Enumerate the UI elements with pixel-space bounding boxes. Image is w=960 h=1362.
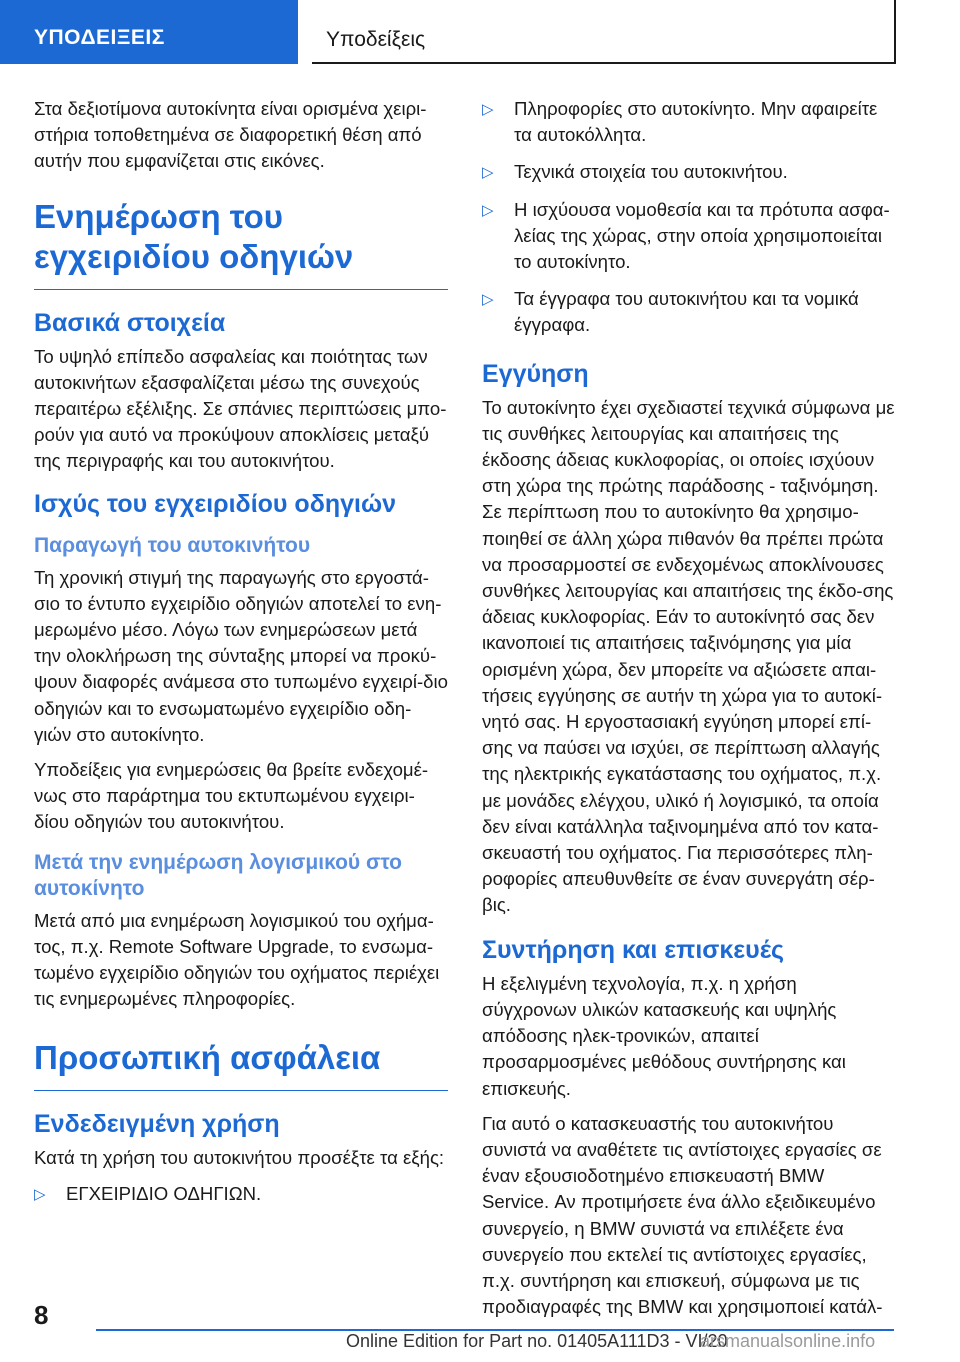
basics-paragraph: Το υψηλό επίπεδο ασφαλείας και ποιότητας των αυτοκινήτων εξασφαλίζεται μέσω της συνεχούς περαιτέρω εξέλιξης. Σε σπάνιες περιπτώσεις μπο-ρούν για αυτό να προκύψουν αποκλίσεις μεταξύ της περιγραφής και του αυτοκινήτου. bbox=[34, 345, 447, 472]
triangle-bullet-icon: ▷ bbox=[34, 1185, 46, 1203]
triangle-bullet-icon: ▷ bbox=[482, 101, 494, 118]
appendix-paragraph: Υποδείξεις για ενημερώσεις θα βρείτε ενδεχομέ-νως στο παράρτημα του εκτυπωμένου εγχειρι-δίου οδηγιών του αυτοκινήτου. bbox=[34, 759, 429, 833]
list-item-text: Τεχνικά στοιχεία του αυτοκινήτου. bbox=[514, 161, 788, 183]
heading-validity: Ισχύς του εγχειριδίου οδηγιών bbox=[34, 489, 396, 518]
production-paragraph: Τη χρονική στιγμή της παραγωγής στο εργοστά-σιο το έντυπο εγχειρίδιο οδηγιών αποτελεί το ενη-μερωμένο μέσο. Λόγω των ενημερώσεων μετά την ολοκλήρωση της σύνταξης μπορεί να προκύ-ψουν διαφορές ανάμεσα στο τυπωμένο εγχειρί-διο οδηγιών και το ενσωματωμένο εγχειρίδιο οδη-γιών στο αυτοκίνητο. bbox=[34, 566, 448, 745]
list-item bbox=[482, 96, 896, 148]
intended-use-list bbox=[34, 1181, 448, 1207]
triangle-bullet-icon: ▷ bbox=[482, 164, 494, 182]
list-item-text: Η ισχύουσα νομοθεσία και τα πρότυπα ασφα-λείας της χώρας, στην οποία χρησιμοποιείται το αυτοκίνητο. bbox=[514, 198, 890, 273]
heading-warranty: Εγγύηση bbox=[482, 359, 589, 388]
warranty-paragraph: Το αυτοκίνητο έχει σχεδιαστεί τεχνικά σύμφωνα με τις συνθήκες λειτουργίας και απαιτήσεις της έκδοσης άδειας κυκλοφορίας, οι οποίες ισχύουν στη χώρα της πρώτης παράδοσης - ταξινόμηση. Σε περίπτωση που το αυτοκίνητο θα χρησιμο-ποιηθεί σε άλλη χώρα πιθανόν θα πρέπει πρώτα να προσαρμοστεί σε ενδεχομένως αποκλίνουσες συνθήκες λειτουργίας και απαιτήσεις της έκδο-σης άδειας κυκλοφορίας. Εάν το αυτοκίνητό σας δεν ικανοποιεί τις απαιτήσεις ταξινόμησης για μία ορισμένη χώρα, δεν μπορείτε να αξιώσετε απαι-τήσεις εγγύησης σε αυτήν τη χώρα για το αυτοκί-νητό σας. Η εργοστασιακή εγγύηση μπορεί επί-σης να παύσει να ισχύει, σε περίπτωση αλλαγής της ηλεκτρικής εγκατάστασης του οχήματος, π.χ. με μονάδες ελέγχου, υλικό ή λογισμικό, τα οποία δεν είναι κατάλληλα ταξινομημένα από τον κατα-σκευαστή του οχήματος. Για περισσότερες πλη-ροφορίες απευθυνθείτε σε έναν συνεργάτη σέρ-βις. bbox=[482, 396, 895, 916]
footer-edition: Online Edition for Part no. 01405A111D3 - VI/20 bbox=[346, 1331, 728, 1351]
list-item bbox=[482, 286, 896, 338]
intended-use-list-continued bbox=[482, 96, 896, 339]
heading-software-update: Μετά την ενημέρωση λογισμικού στο αυτοκίνητο bbox=[34, 850, 402, 900]
list-item bbox=[34, 1181, 448, 1207]
intro-paragraph: Στα δεξιοτίμονα αυτοκίνητα είναι ορισμένα χειρι-στήρια τοποθετημένα σε διαφορετική θέση από αυτήν που εμφανίζεται στις εικόνες. bbox=[34, 98, 427, 172]
intended-use-paragraph: Κατά τη χρήση του αυτοκινήτου προσέξτε τα εξής: bbox=[34, 1147, 445, 1169]
list-item-text: Τα έγγραφα του αυτοκινήτου και τα νομικά έγγραφα. bbox=[514, 288, 859, 336]
heading-update-block bbox=[34, 197, 448, 290]
list-item-text: ΕΓΧΕΙΡΙΔΙΟ ΟΔΗΓΙΩΝ. bbox=[66, 1182, 262, 1204]
watermark: arsmanualsonline.info bbox=[700, 1331, 876, 1351]
software-paragraph: Μετά από μια ενημέρωση λογισμικού του οχήμα-τος, π.χ. Remote Software Upgrade, το ενσωμα-τωμένο εγχειρίδιο οδηγιών του οχήματος περιέχει τις ενημερωμένες πληροφορίες. bbox=[34, 909, 440, 1010]
page-header-title: Υποδείξεις bbox=[312, 0, 896, 64]
triangle-bullet-icon: ▷ bbox=[482, 201, 494, 219]
heading-manual-update: Ενημέρωση του εγχειριδίου οδηγιών bbox=[34, 197, 354, 275]
maintenance-paragraph-1: Η εξελιγμένη τεχνολογία, π.χ. η χρήση σύγχρονων υλικών κατασκευής και υψηλής απόδοσης ηλεκ-τρονικών, απαιτεί προσαρμοσμένες μεθόδους συντήρησης και επισκευής. bbox=[482, 972, 846, 1099]
triangle-bullet-icon: ▷ bbox=[482, 291, 494, 309]
list-item bbox=[482, 197, 896, 276]
section-tab: ΥΠΟΔΕΙΞΕΙΣ bbox=[0, 0, 298, 64]
maintenance-paragraph-2: Για αυτό ο κατασκευαστής του αυτοκινήτου συνιστά να αναθέτετε τις αντίστοιχες εργασίες σε έναν εξουσιοδοτημένο επισκευαστή BMW Service. Αν προτιμήσετε ένα άλλο εξειδικευμένο συνεργείο, η BMW συνιστά να επιλέξετε ένα συνεργείο που εκτελεί τις αντίστοιχες εργασίες, π.χ. συντήρηση και επισκευή, σύμφωνα με τις προδιαγραφές της BMW και χρησιμοποιεί κατάλ- bbox=[482, 1112, 883, 1318]
list-item-text: Πληροφορίες στο αυτοκίνητο. Μην αφαιρείτε τα αυτοκόλλητα. bbox=[514, 98, 878, 146]
heading-maintenance: Συντήρηση και επισκευές bbox=[482, 935, 785, 964]
heading-basics: Βασικά στοιχεία bbox=[34, 308, 226, 337]
heading-production: Παραγωγή του αυτοκινήτου bbox=[34, 533, 311, 557]
right-column bbox=[482, 96, 896, 1329]
left-column bbox=[34, 96, 448, 1218]
heading-safety-block bbox=[34, 1038, 448, 1091]
heading-personal-safety: Προσωπική ασφάλεια bbox=[34, 1039, 381, 1077]
page-number: 8 bbox=[34, 1300, 49, 1330]
heading-intended-use: Ενδεδειγμένη χρήση bbox=[34, 1110, 280, 1139]
list-item bbox=[482, 159, 896, 185]
